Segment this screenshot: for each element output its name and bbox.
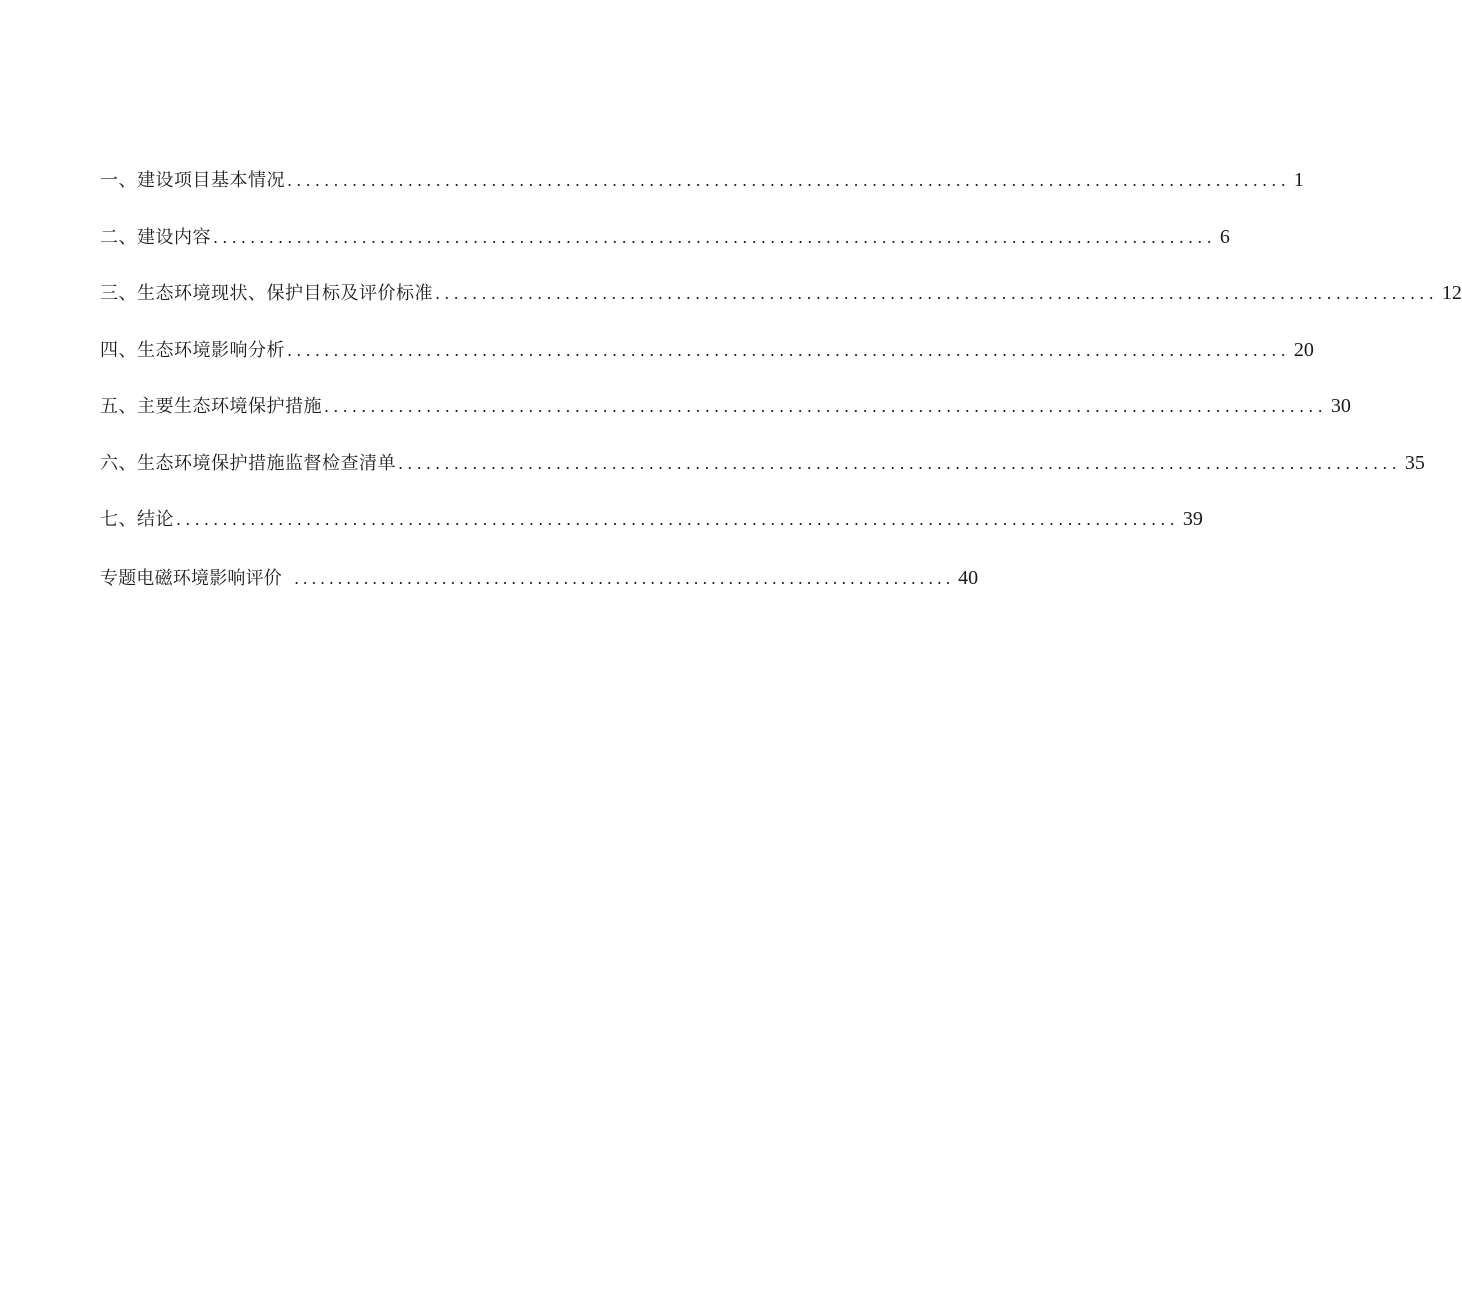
toc-entry[interactable] [100,219,1230,276]
toc-leader-dots: ............................................................................................................ [435,284,1438,303]
toc-entry-title: 五、主要生态环境保护措施 [100,396,322,417]
toc-leader-dots: ............................................................................ [294,568,955,588]
toc-leader-dots: ............................................................................................................ [324,397,1327,416]
toc-entry[interactable] [100,275,1462,332]
toc-leader-dots: ............................................................................................................ [287,340,1290,360]
toc-entry-title: 二、建设内容 [100,226,211,248]
toc-entry[interactable] [100,332,1314,389]
toc-entry-page: 35 [1404,451,1425,474]
toc-entry-page: 39 [1182,508,1203,530]
toc-entry[interactable] [100,388,1351,445]
toc-entry-page: 40 [958,566,979,589]
toc-entry-title: 四、生态环境影响分析 [100,339,285,361]
toc-entry-page: 30 [1330,395,1351,417]
toc-entry-page: 20 [1293,338,1314,361]
toc-entry-title: 六、生态环境保护措施监督检查清单 [100,452,396,474]
toc-leader-dots: ............................................................................................................ [213,227,1216,247]
toc-entry-special[interactable] [100,560,979,617]
toc-entry-page: 1 [1293,169,1304,191]
toc-entry[interactable] [100,445,1425,502]
table-of-contents [100,162,1462,616]
toc-entry-title: 专题电磁环境影响评价 [100,567,282,589]
toc-entry[interactable] [100,501,1203,558]
toc-leader-dots: ............................................................................................................ [398,453,1401,473]
toc-entry-title: 三、生态环境现状、保护目标及评价标准 [100,283,433,304]
toc-entry[interactable] [100,162,1304,219]
toc-entry-page: 6 [1219,225,1230,248]
toc-leader-dots: ............................................................................................................ [176,510,1179,529]
toc-leader-dots: ............................................................................................................ [287,171,1290,190]
toc-entry-title: 一、建设项目基本情况 [100,170,285,191]
toc-entry-title: 七、结论 [100,509,174,530]
toc-entry-page: 12 [1441,282,1462,304]
